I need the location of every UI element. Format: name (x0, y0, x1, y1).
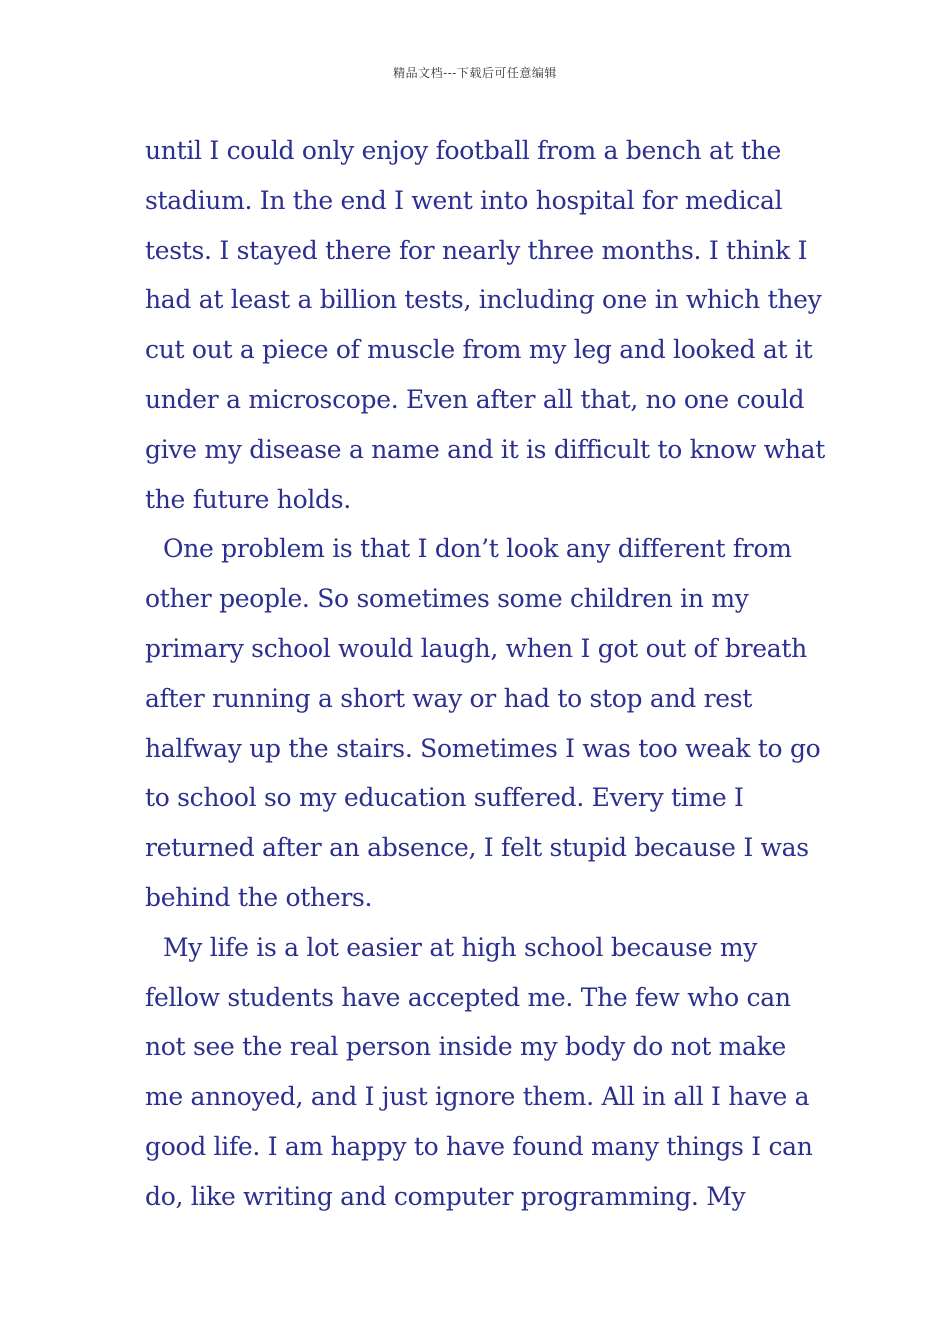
text-line: good life. I am happy to have found many things I can (145, 1131, 813, 1161)
text-line: returned after an absence, I felt stupid because I was (145, 833, 809, 863)
paragraph-start-line: My life is a lot easier at high school because my (163, 932, 758, 962)
text-line: under a microscope. Even after all that, no one could (145, 384, 805, 414)
text-line: me annoyed, and I just ignore them. All in all I have a (145, 1082, 810, 1112)
text-line: had at least a billion tests, including one in which they (145, 285, 822, 315)
text-line: to school so my education suffered. Every time I (145, 783, 744, 813)
text-line: after running a short way or had to stop and rest (145, 683, 753, 713)
text-line: not see the real person inside my body do not make (145, 1032, 786, 1062)
text-line: halfway up the stairs. Sometimes I was too weak to go (145, 733, 821, 763)
text-line: the future holds. (145, 484, 351, 514)
text-line: fellow students have accepted me. The few who can (145, 982, 791, 1012)
body-text (145, 126, 825, 1222)
text-line: until I could only enjoy football from a bench at the (145, 136, 781, 165)
page-header: 精品文档---下载后可任意编辑 (393, 66, 557, 80)
text-line: stadium. In the end I went into hospital for medical (145, 185, 783, 215)
paragraph-start-line: One problem is that I don’t look any different from (163, 534, 792, 564)
text-line: cut out a piece of muscle from my leg and looked at it (145, 335, 813, 365)
text-line: other people. So sometimes some children in my (145, 584, 749, 614)
text-line: behind the others. (145, 882, 373, 912)
text-line: primary school would laugh, when I got out of breath (145, 633, 807, 663)
text-line: do, like writing and computer programming. My (145, 1181, 746, 1211)
text-line: give my disease a name and it is difficult to know what (145, 434, 825, 464)
text-line: tests. I stayed there for nearly three months. I think I (145, 235, 808, 265)
